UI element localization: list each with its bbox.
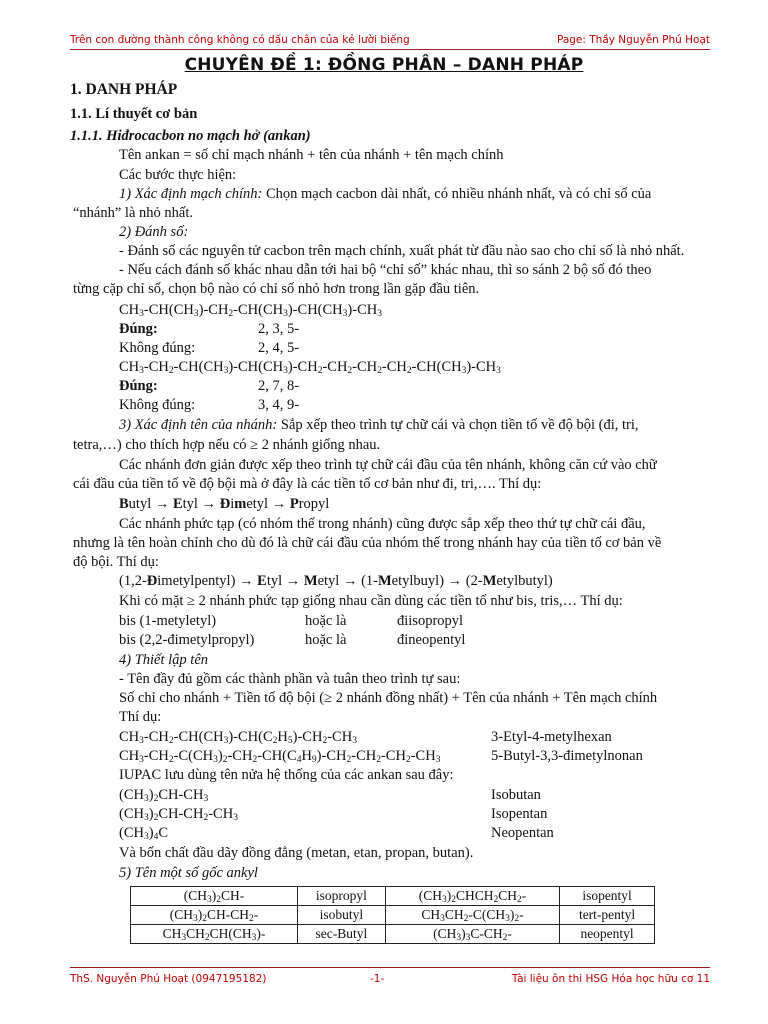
ankyl-formula-cell: $CH_3CH_2-C(CH_3)_2-$ (385, 906, 559, 925)
complex-branch-order: (1,2-Đimetylpentyl) → Etyl → Metyl → (1-Metylbuyl) → (2-Metylbutyl) (119, 573, 553, 589)
isobutan-formula: $(CH_3)_2CH-CH_3$ (119, 787, 209, 804)
step-2-label: 2) Đánh số: (119, 224, 189, 240)
isopentan-formula: $(CH_3)_2CH-CH_2-CH_3$ (119, 806, 238, 823)
simple-branch-order: Butyl → Etyl → Đimetyl → Propyl (119, 496, 330, 512)
steps-intro: Các bước thực hiện: (119, 167, 237, 183)
example-label: Thí dụ: (119, 709, 162, 725)
step-2-b: - Nếu cách đánh số khác nhau dẫn tới hai bộ “chỉ số” khác nhau, thì so sánh 2 bộ số đó theo (119, 262, 652, 278)
step-2-b-cont: từng cặp chỉ số, chọn bộ nào có chỉ số nhỏ hơn trong lần gặp đầu tiên. (73, 281, 480, 297)
ankyl-table-row (131, 906, 655, 925)
iupac-para: IUPAC lưu dùng tên nửa hệ thống của các ankan sau đây: (119, 767, 454, 783)
ex2-wrong-value: 3, 4, 9- (258, 397, 300, 413)
page-header (70, 34, 710, 50)
bis-or-2: hoặc là (305, 632, 347, 648)
footer-doc-title: Tài liệu ôn thi HSG Hóa học hữu cơ 11 (511, 973, 710, 985)
step-1-text: Chọn mạch cacbon dài nhất, có nhiều nhánh nhất, và có chỉ số của (262, 186, 652, 202)
footer-divider (70, 967, 710, 968)
step-2-a: - Đánh số các nguyên tử cacbon trên mạch chính, xuất phát từ đầu nào sao cho chỉ số là nhỏ nhất. (119, 243, 685, 259)
section-heading-1-1-1: 1.1.1. Hiđrocacbon no mạch hở (ankan) (70, 128, 311, 144)
example-formula-1: $CH_3-CH(CH_3)-CH_2-CH(CH_3)-CH(CH_3)-CH_3$ (119, 302, 382, 319)
ankyl-name-cell: isopentyl (560, 887, 655, 906)
step-3-text: Sắp xếp theo trình tự chữ cái và chọn tiền tố về độ bội (đi, tri, (277, 417, 639, 433)
ankyl-formula-cell: $CH_3CH_2CH(CH_3)-$ (131, 925, 298, 944)
bis-para: Khi có mặt ≥ 2 nhánh phức tạp giống nhau cần dùng các tiền tố như bis, tris,… Thí dụ: (119, 593, 623, 609)
ex1-correct-label: Đúng: (119, 321, 158, 337)
ex2-wrong-label: Không đúng: (119, 397, 196, 413)
neopentan-formula: $(CH_3)_4C$ (119, 825, 168, 842)
page-footer (70, 973, 710, 989)
isobutan-name: Isobutan (491, 787, 541, 803)
ankyl-formula-cell: $(CH_3)_2CH-$ (131, 887, 298, 906)
isopentan-name: Isopentan (491, 806, 548, 822)
simple-branch-para: Các nhánh đơn giản được xếp theo trình tự chữ cái đầu của tên nhánh, không căn cứ vào chữ (119, 457, 657, 473)
section-heading-1-1: 1.1. Lí thuyết cơ bản (70, 106, 198, 122)
ankyl-name-cell: tert-pentyl (560, 906, 655, 925)
step-3-cont: tetra,…) cho thích hợp nếu có ≥ 2 nhánh giống nhau. (73, 437, 381, 453)
bis-alt-2: đineopentyl (397, 632, 466, 648)
footer-page-number: -1- (370, 973, 385, 985)
bis-example-1: bis (1-metyletyl) (119, 613, 217, 629)
complex-branch-para: Các nhánh phức tạp (có nhóm thế trong nhánh) cũng được sắp xếp theo thứ tự chữ cái đầu, (119, 516, 646, 532)
step-4-b: Số chỉ cho nhánh + Tiền tố độ bội (≥ 2 nhánh đồng nhất) + Tên của nhánh + Tên mạch chính (119, 690, 658, 706)
bis-or-1: hoặc là (305, 613, 347, 629)
ankyl-name-cell: sec-Butyl (297, 925, 385, 944)
page-title: CHUYÊN ĐỀ 1: ĐỒNG PHÂN – DANH PHÁP (184, 55, 584, 75)
name-example-2: 5-Butyl-3,3-đimetylnonan (491, 748, 643, 764)
header-motto: Trên con đường thành công không có dấu chân của kẻ lười biếng (70, 34, 410, 46)
step-4-label: 4) Thiết lập tên (119, 652, 209, 668)
ex1-wrong-label: Không đúng: (119, 340, 196, 356)
ex1-correct-value: 2, 3, 5- (258, 321, 300, 337)
step-1 (119, 185, 651, 204)
ankyl-name-cell: isobutyl (297, 906, 385, 925)
name-example-formula-2: $CH_3-CH_2-C(CH_3)_2-CH_2-CH(C_4H_9)-CH_2-CH_2-CH_2-CH_3$ (119, 748, 441, 765)
step-3 (119, 416, 638, 435)
header-page-name: Page: Thầy Nguyễn Phú Hoạt (556, 34, 710, 46)
ankyl-formula-cell: $(CH_3)_2CHCH_2CH_2-$ (385, 887, 559, 906)
homolog-para: Và bốn chất đầu dãy đồng đẳng (metan, etan, propan, butan). (119, 845, 474, 861)
step-1-label: 1) Xác định mạch chính: (119, 186, 263, 202)
ex2-correct-value: 2, 7, 8- (258, 378, 300, 394)
ankyl-name-cell: isopropyl (297, 887, 385, 906)
complex-branch-para-cont1: nhưng là tên hoàn chỉnh cho dù đó là chữ cái đầu của nhóm thế trong nhánh hay của tiền tố cơ bản về (73, 535, 662, 551)
ankyl-table-row (131, 925, 655, 944)
ankyl-table-row (131, 887, 655, 906)
ex2-correct-label: Đúng: (119, 378, 158, 394)
footer-author: ThS. Nguyễn Phú Hoạt (0947195182) (70, 973, 267, 985)
name-example-1: 3-Etyl-4-metylhexan (491, 729, 612, 745)
name-example-formula-1: $CH_3-CH_2-CH(CH_3)-CH(C_2H_5)-CH_2-CH_3$ (119, 729, 357, 746)
step-5-label: 5) Tên một số gốc ankyl (119, 865, 258, 881)
ankan-formula: Tên ankan = số chỉ mạch nhánh + tên của nhánh + tên mạch chính (119, 147, 504, 163)
ankyl-formula-cell: $(CH_3)_2CH-CH_2-$ (131, 906, 298, 925)
bis-alt-1: điisopropyl (397, 613, 464, 629)
header-divider (70, 49, 710, 50)
complex-branch-para-cont2: độ bội. Thí dụ: (73, 554, 159, 570)
bis-example-2: bis (2,2-đimetylpropyl) (119, 632, 255, 648)
ankyl-formula-cell: $(CH_3)_3C-CH_2-$ (385, 925, 559, 944)
example-formula-2: $CH_3-CH_2-CH(CH_3)-CH(CH_3)-CH_2-CH_2-CH_2-CH_2-CH(CH_3)-CH_3$ (119, 359, 501, 376)
ankyl-table (130, 886, 655, 944)
step-4-a: - Tên đầy đủ gồm các thành phần và tuân theo trình tự sau: (119, 671, 461, 687)
section-heading-1: 1. DANH PHÁP (70, 81, 178, 98)
step-3-label: 3) Xác định tên của nhánh: (119, 417, 278, 433)
ex1-wrong-value: 2, 4, 5- (258, 340, 300, 356)
neopentan-name: Neopentan (491, 825, 554, 841)
simple-branch-para-cont: cái đầu của tiền tố về độ bội mà ở đây là các tiền tố cơ bản như đi, tri,…. Thí dụ: (73, 476, 542, 492)
ankyl-name-cell: neopentyl (560, 925, 655, 944)
step-1-cont: “nhánh” là nhỏ nhất. (73, 205, 193, 221)
